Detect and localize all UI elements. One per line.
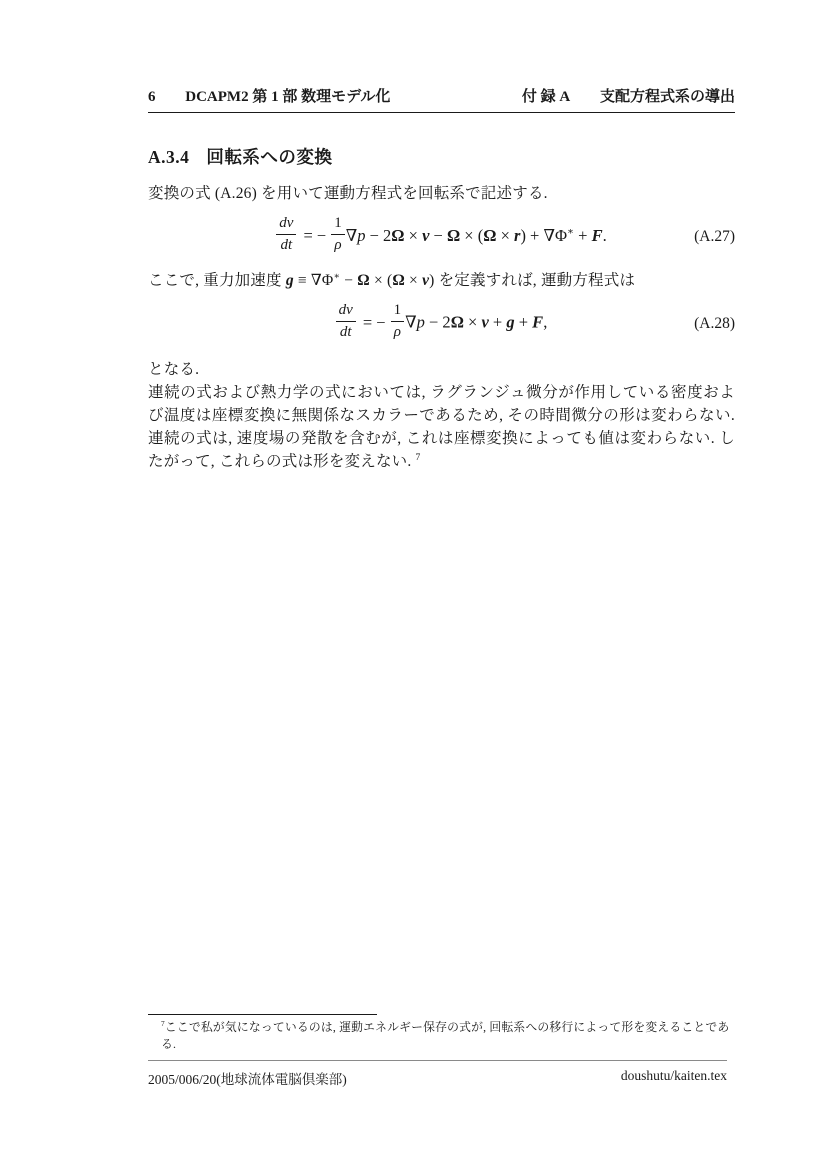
text-segment: −: [429, 225, 447, 245]
equation-label-a28: (A.28): [694, 314, 735, 332]
text-segment: Ω: [446, 225, 461, 245]
text-segment: ×: [463, 312, 482, 332]
footnote-text: [148, 1019, 735, 1053]
coefficient-fraction: [391, 302, 405, 342]
text-segment: Ω: [391, 225, 405, 245]
fraction-denominator: ρ: [393, 324, 401, 341]
equation-terms: [405, 313, 547, 332]
header-right: [522, 88, 735, 107]
footer-right: doushutu/kaiten.tex: [620, 1068, 727, 1083]
text-segment: ×: [496, 225, 515, 245]
fraction-denominator: dt: [280, 237, 293, 254]
text-segment: − 2: [424, 312, 451, 332]
text-segment: Ω: [483, 225, 497, 245]
text-segment: Ω: [392, 271, 405, 289]
section-number: A.3.4: [148, 146, 190, 167]
text-segment: − 2: [365, 225, 392, 245]
text-segment: ): [429, 271, 435, 289]
text-segment: +: [574, 225, 592, 245]
equation-a27: [148, 214, 735, 260]
text-segment: Ω: [450, 312, 464, 332]
appendix-title: 支配方程式系の導出: [599, 89, 735, 105]
coefficient-fraction: [331, 215, 345, 255]
fraction-numerator: dv: [336, 302, 356, 322]
text-segment: × (: [460, 225, 484, 245]
text-segment: × (: [369, 271, 393, 289]
text-segment: ≡ ∇Φ: [293, 271, 334, 289]
equation-terms: [346, 226, 607, 245]
fraction-numerator: 1: [331, 215, 345, 235]
text-segment: r: [514, 225, 521, 245]
text-segment: v: [422, 271, 430, 289]
text-segment: −: [340, 271, 358, 289]
text-segment: ,: [543, 312, 548, 332]
fraction-numerator: dv: [276, 215, 296, 235]
text-segment: 7: [161, 1019, 165, 1029]
header-rule: [148, 112, 735, 113]
footer-rule: [148, 1060, 727, 1061]
text-segment: を定義すれば, 運動方程式は: [434, 271, 636, 289]
text-segment: F: [532, 312, 544, 332]
fraction-numerator: 1: [391, 302, 405, 322]
content-column: [148, 0, 735, 473]
lhs-fraction: [276, 215, 296, 255]
paragraph-continuity: [148, 381, 735, 473]
lhs-fraction: [336, 302, 356, 342]
text-segment: +: [488, 312, 507, 332]
text-segment: v: [422, 225, 430, 245]
footnote-area: [148, 1014, 735, 1053]
equals-minus: = −: [362, 312, 386, 332]
footnote-rule: [148, 1014, 377, 1015]
text-segment: ∗: [567, 226, 575, 238]
header-left: [148, 88, 390, 107]
text-segment: +: [514, 312, 533, 332]
text-segment: p: [416, 312, 425, 332]
equation-a28-math: [336, 304, 548, 344]
text-segment: ∇: [345, 225, 358, 245]
text-segment: ) + ∇Φ: [520, 225, 568, 245]
page-header: [148, 88, 735, 107]
text-segment: g: [506, 312, 515, 332]
page-footer: [148, 1060, 727, 1088]
text-segment: 連続の式および熱力学の式においては, ラグランジュ微分が作用している密度および温度は座標変換に無関係なスカラーであるため, その時間微分の形は変わらない. 連続の式は, 速度場の発散を含むが, これは座標変換によっても値は変わらない. したがって, これらの式は形を変えない.: [148, 383, 735, 470]
header-left-title: DCAPM2 第 1 部 数理モデル化: [185, 89, 391, 105]
text-segment: p: [357, 225, 366, 245]
text-segment: ∇: [405, 312, 417, 332]
text-segment: .: [602, 225, 607, 245]
text-segment: ×: [404, 271, 423, 289]
text-segment: g: [285, 271, 294, 289]
paragraph-tonaru: となる.: [148, 360, 200, 378]
footer-left: 2005/006/20(地球流体電脳倶楽部): [148, 1072, 347, 1087]
fraction-denominator: dt: [339, 324, 352, 341]
text-segment: Ω: [357, 271, 370, 289]
page-number: 6: [148, 89, 156, 105]
equation-label-a27: (A.27): [694, 227, 735, 245]
appendix-label: 付 録 A: [521, 89, 571, 105]
paragraph-define-g: [148, 269, 735, 292]
paragraph-intro: 変換の式 (A.26) を用いて運動方程式を回転系で記述する.: [148, 184, 548, 202]
footer-row: [148, 1068, 727, 1088]
text-segment: v: [481, 312, 489, 332]
text-segment: ここで私が気になっているのは, 運動エネルギー保存の式が, 回転系への移行によって形を変えることである.: [161, 1020, 730, 1052]
text-segment: ここで, 重力加速度: [148, 271, 286, 289]
equals-minus: = −: [303, 225, 327, 245]
text-segment: ∗: [333, 270, 341, 282]
text-segment: ×: [404, 225, 423, 245]
section-heading: [148, 144, 735, 169]
fraction-denominator: ρ: [334, 237, 342, 254]
equation-a27-math: [276, 217, 606, 257]
equation-a28: [148, 301, 735, 347]
section-title: 回転系への変換: [206, 146, 333, 167]
text-segment: F: [591, 225, 603, 245]
text-segment: 7: [415, 451, 421, 463]
